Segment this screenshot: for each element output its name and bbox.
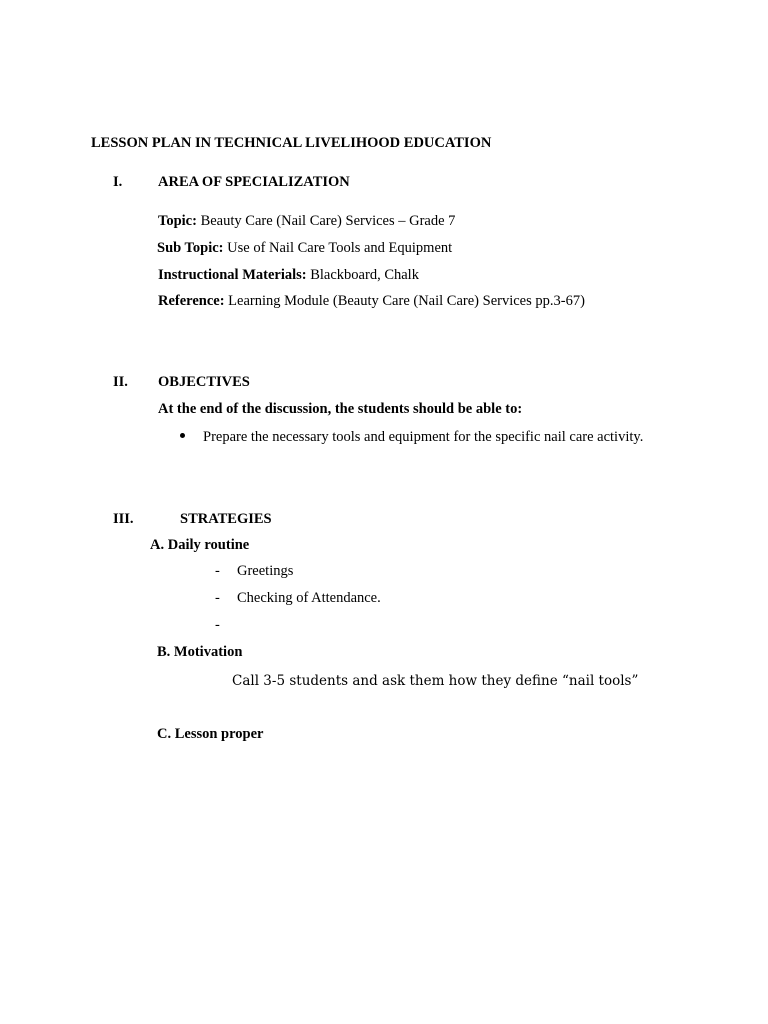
section-3-numeral: III. bbox=[113, 511, 134, 527]
dash-marker: - bbox=[215, 617, 220, 633]
daily-routine-heading: A. Daily routine bbox=[150, 537, 250, 553]
bullet-icon bbox=[180, 433, 185, 438]
lesson-proper-heading: C. Lesson proper bbox=[157, 726, 264, 742]
materials-value: Blackboard, Chalk bbox=[310, 267, 419, 283]
reference-line bbox=[158, 292, 585, 310]
topic-line bbox=[158, 212, 455, 230]
motivation-heading: B. Motivation bbox=[157, 644, 243, 660]
reference-label: Reference: bbox=[158, 293, 225, 309]
section-2-numeral: II. bbox=[113, 374, 128, 390]
routine-item: Checking of Attendance. bbox=[237, 590, 381, 606]
subtopic-value: Use of Nail Care Tools and Equipment bbox=[227, 240, 453, 256]
reference-value: Learning Module (Beauty Care (Nail Care) Services pp.3-67) bbox=[228, 293, 585, 309]
section-3-heading: STRATEGIES bbox=[180, 511, 272, 527]
dash-marker: - bbox=[215, 563, 220, 579]
section-2-heading: OBJECTIVES bbox=[158, 374, 250, 390]
dash-marker: - bbox=[215, 590, 220, 606]
objectives-intro: At the end of the discussion, the students should be able to: bbox=[158, 401, 523, 417]
document-title: LESSON PLAN IN TECHNICAL LIVELIHOOD EDUCATION bbox=[91, 135, 492, 151]
topic-label: Topic: bbox=[158, 213, 197, 229]
objective-item: Prepare the necessary tools and equipment for the specific nail care activity. bbox=[203, 429, 644, 445]
motivation-text: Call 3-5 students and ask them how they define “nail tools” bbox=[232, 673, 639, 689]
materials-label: Instructional Materials: bbox=[158, 267, 307, 283]
routine-item: Greetings bbox=[237, 563, 294, 579]
section-1-heading: AREA OF SPECIALIZATION bbox=[158, 174, 350, 190]
subtopic-label: Sub Topic: bbox=[157, 240, 224, 256]
subtopic-line bbox=[157, 239, 452, 257]
materials-line bbox=[158, 266, 419, 284]
section-1-numeral: I. bbox=[113, 174, 123, 190]
topic-value: Beauty Care (Nail Care) Services – Grade 7 bbox=[200, 213, 456, 229]
